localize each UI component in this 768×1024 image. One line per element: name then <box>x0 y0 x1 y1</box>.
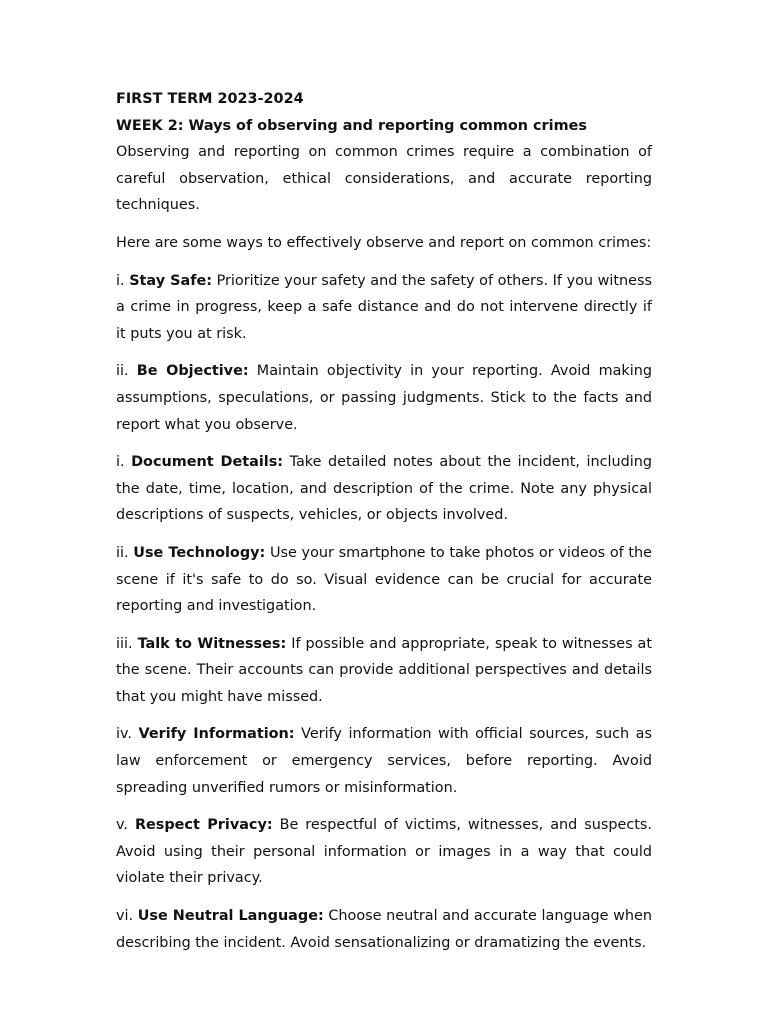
document-body <box>116 86 652 967</box>
list-item <box>116 631 652 711</box>
list-item <box>116 903 652 956</box>
item-title: Document Details: <box>131 454 284 471</box>
item-title: Use Technology: <box>133 544 266 561</box>
intro-paragraph: Observing and reporting on common crimes require a combination of careful observation, ethical considerations, and accurate reporting techniques. <box>116 144 652 214</box>
item-text: Use your smartphone to take photos or videos of the scene if it's safe to do so. Visual evidence can be crucial for accurate reporting and investigation. <box>116 544 653 615</box>
item-number: iii. <box>116 635 133 652</box>
week-heading: WEEK 2: Ways of observing and reporting common crimes <box>116 117 587 134</box>
list-item <box>116 540 652 620</box>
item-number: iv. <box>116 726 132 743</box>
lead-paragraph: Here are some ways to effectively observe and report on common crimes: <box>116 234 652 251</box>
item-text: Prioritize your safety and the safety of others. If you witness a crime in progress, keep a safe distance and do not intervene directly if it puts you at risk. <box>116 272 652 342</box>
item-title: Verify Information: <box>138 726 295 743</box>
list-item <box>116 449 652 529</box>
item-text: Maintain objectivity in your reporting. Avoid making assumptions, speculations, or passing judgments. Stick to the facts and report what you observe. <box>116 363 652 433</box>
item-number: i. <box>116 454 125 471</box>
list-item <box>116 812 652 892</box>
item-number: ii. <box>116 544 129 561</box>
item-number: v. <box>116 817 128 834</box>
item-title: Stay Safe: <box>129 272 212 289</box>
item-text: If possible and appropriate, speak to witnesses at the scene. Their accounts can provide additional perspectives and details that you might have missed. <box>116 635 653 705</box>
item-title: Use Neutral Language: <box>137 908 324 925</box>
list-item <box>116 358 652 438</box>
list-item <box>116 268 652 348</box>
list-item <box>116 721 652 801</box>
item-title: Talk to Witnesses: <box>137 635 287 652</box>
item-text: Take detailed notes about the incident, including the date, time, location, and description of the crime. Note any physical descriptions of suspects, vehicles, or objects involved. <box>116 454 653 524</box>
item-number: vi. <box>116 908 134 925</box>
item-title: Respect Privacy: <box>134 817 273 834</box>
term-heading: FIRST TERM 2023-2024 <box>116 91 304 107</box>
item-title: Be Objective: <box>136 363 249 380</box>
item-text: Choose neutral and accurate language when describing the incident. Avoid sensationalizing or dramatizing the events. <box>116 908 652 951</box>
item-number: i. <box>116 272 125 289</box>
item-text: Verify information with official sources, such as law enforcement or emergency services, before reporting. Avoid spreading unverified rumors or misinformation. <box>116 726 653 796</box>
item-number: ii. <box>116 363 129 380</box>
item-text: Be respectful of victims, witnesses, and suspects. Avoid using their personal information or images in a way that could violate their privacy. <box>116 817 652 887</box>
